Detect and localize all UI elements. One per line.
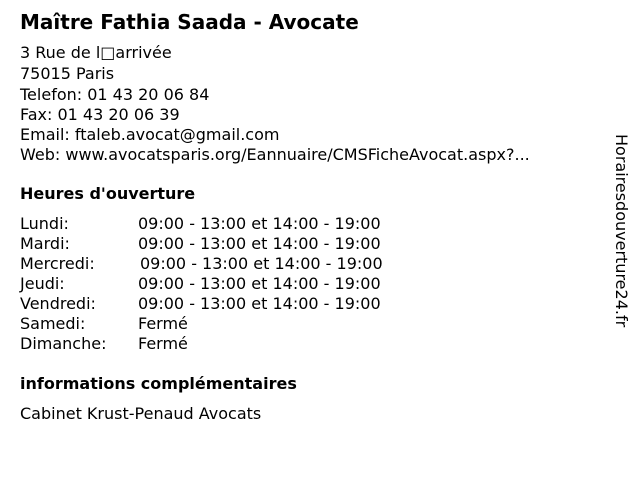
website-url: Web: www.avocatsparis.org/Eannuaire/CMSFicheAvocat.aspx?... <box>20 145 530 164</box>
hours-time-value: Fermé <box>138 334 188 353</box>
hours-time-value: Fermé <box>138 314 188 333</box>
phone-number: Telefon: 01 43 20 06 84 <box>20 85 210 104</box>
hours-day-label: Vendredi: <box>20 294 96 313</box>
fax-number: Fax: 01 43 20 06 39 <box>20 105 180 124</box>
hours-day-label: Lundi: <box>20 214 69 233</box>
site-watermark: Horairesdouverture24.fr <box>612 134 631 328</box>
hours-time-value: 09:00 - 13:00 et 14:00 - 19:00 <box>138 214 381 233</box>
address-street: 3 Rue de l□arrivée <box>20 43 172 62</box>
hours-time-value: 09:00 - 13:00 et 14:00 - 19:00 <box>138 274 381 293</box>
hours-heading: Heures d'ouverture <box>20 184 196 203</box>
email-address: Email: ftaleb.avocat@gmail.com <box>20 125 280 144</box>
extra-info-heading: informations complémentaires <box>20 374 297 393</box>
hours-day-label: Mercredi: <box>20 254 95 273</box>
hours-day-label: Jeudi: <box>20 274 65 293</box>
hours-day-label: Samedi: <box>20 314 86 333</box>
hours-time-value: 09:00 - 13:00 et 14:00 - 19:00 <box>140 254 383 273</box>
hours-day-label: Dimanche: <box>20 334 107 353</box>
page-title: Maître Fathia Saada - Avocate <box>20 10 359 34</box>
hours-time-value: 09:00 - 13:00 et 14:00 - 19:00 <box>138 294 381 313</box>
hours-day-label: Mardi: <box>20 234 70 253</box>
extra-info-text: Cabinet Krust-Penaud Avocats <box>20 404 262 423</box>
hours-time-value: 09:00 - 13:00 et 14:00 - 19:00 <box>138 234 381 253</box>
address-city: 75015 Paris <box>20 64 115 83</box>
